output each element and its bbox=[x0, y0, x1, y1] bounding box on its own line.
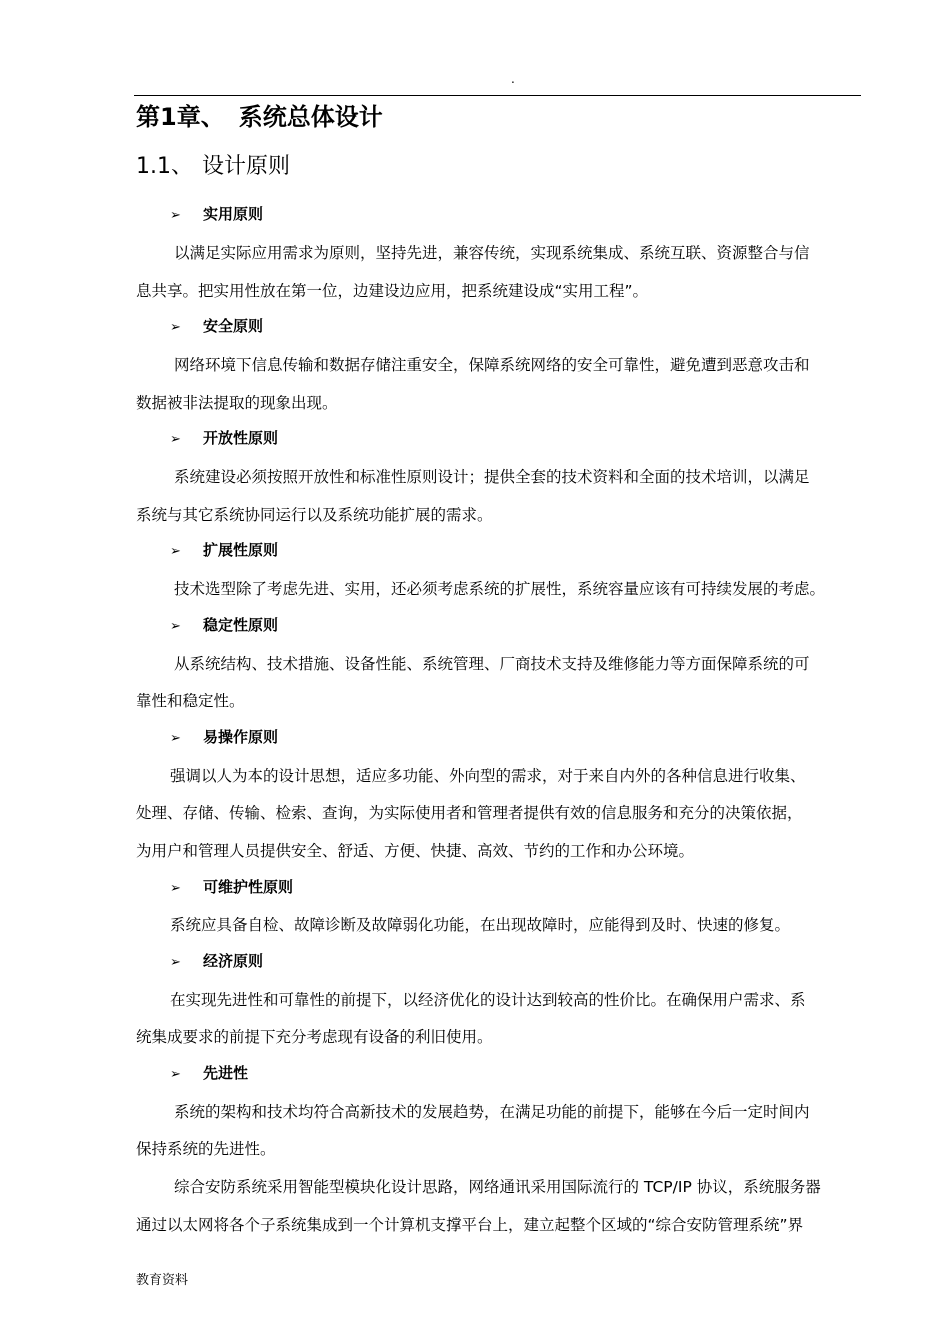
paragraph-line: 保持系统的先进性。 bbox=[136, 1140, 276, 1158]
arrow-bullet-icon: ➢ bbox=[170, 1067, 181, 1082]
arrow-bullet-icon: ➢ bbox=[170, 731, 181, 746]
paragraph-line: 系统与其它系统协同运行以及系统功能扩展的需求。 bbox=[136, 506, 493, 524]
principle-heading bbox=[170, 315, 263, 339]
arrow-bullet-icon: ➢ bbox=[170, 619, 181, 634]
principle-heading bbox=[170, 726, 278, 750]
principle-title: 可维护性原则 bbox=[203, 878, 294, 896]
paragraph-line: 处理、存储、传输、检索、查询，为实际使用者和管理者提供有效的信息服务和充分的决策依据， bbox=[136, 804, 803, 822]
principle-title: 稳定性原则 bbox=[203, 616, 279, 634]
paragraph-line: 通过以太网将各个子系统集成到一个计算机支撑平台上，建立起整个区域的“综合安防管理系统”界 bbox=[136, 1216, 804, 1234]
paragraph-line: 系统建设必须按照开放性和标准性原则设计；提供全套的技术资料和全面的技术培训，以满足 bbox=[174, 468, 810, 486]
paragraph-line: 以满足实际应用需求为原则，坚持先进，兼容传统，实现系统集成、系统互联、资源整合与信 bbox=[174, 244, 810, 262]
footer-text: 教育资料 bbox=[136, 1273, 189, 1288]
paragraph-line: 系统应具备自检、故障诊断及故障弱化功能，在出现故障时，应能得到及时、快速的修复。 bbox=[170, 916, 791, 934]
principle-heading bbox=[170, 539, 278, 563]
chapter-number: 第1章、 bbox=[136, 103, 225, 131]
paragraph-line: 数据被非法提取的现象出现。 bbox=[136, 394, 338, 412]
principle-title: 实用原则 bbox=[203, 205, 264, 223]
paragraph-line: 靠性和稳定性。 bbox=[136, 692, 245, 710]
arrow-bullet-icon: ➢ bbox=[170, 320, 181, 335]
paragraph-line: 统集成要求的前提下充分考虑现有设备的利旧使用。 bbox=[136, 1028, 493, 1046]
paragraph-line: 为用户和管理人员提供安全、舒适、方便、快捷、高效、节约的工作和办公环境。 bbox=[136, 842, 695, 860]
header-rule bbox=[134, 95, 861, 96]
arrow-bullet-icon: ➢ bbox=[170, 432, 181, 447]
header-mark: . bbox=[511, 72, 515, 86]
paragraph-line: 在实现先进性和可靠性的前提下，以经济优化的设计达到较高的性价比。在确保用户需求、系 bbox=[170, 991, 806, 1009]
principle-title: 扩展性原则 bbox=[203, 541, 279, 559]
paragraph-line: 综合安防系统采用智能型模块化设计思路，网络通讯采用国际流行的 TCP/IP 协议，系统服务器 bbox=[174, 1178, 821, 1196]
principle-heading bbox=[170, 950, 263, 974]
principle-title: 易操作原则 bbox=[203, 728, 279, 746]
paragraph-line: 网络环境下信息传输和数据存储注重安全，保障系统网络的安全可靠性，避免遭到恶意攻击和 bbox=[174, 356, 810, 374]
section-title bbox=[136, 150, 290, 184]
section-number: 1.1、 bbox=[136, 154, 193, 179]
principle-title: 安全原则 bbox=[203, 317, 264, 335]
principle-title: 开放性原则 bbox=[203, 429, 279, 447]
principle-title: 先进性 bbox=[203, 1064, 249, 1082]
paragraph-line: 息共享。把实用性放在第一位，边建设边应用，把系统建设成“实用工程”。 bbox=[136, 282, 649, 300]
principle-heading bbox=[170, 203, 263, 227]
paragraph-line: 强调以人为本的设计思想，适应多功能、外向型的需求，对于来自内外的各种信息进行收集、 bbox=[170, 767, 806, 785]
principle-heading bbox=[170, 1062, 248, 1086]
paragraph-line: 技术选型除了考虑先进、实用，还必须考虑系统的扩展性，系统容量应该有可持续发展的考虑。 bbox=[174, 580, 826, 598]
arrow-bullet-icon: ➢ bbox=[170, 544, 181, 559]
principle-heading bbox=[170, 427, 278, 451]
section-title-text: 设计原则 bbox=[202, 154, 291, 179]
arrow-bullet-icon: ➢ bbox=[170, 955, 181, 970]
chapter-title-text: 系统总体设计 bbox=[238, 103, 383, 131]
arrow-bullet-icon: ➢ bbox=[170, 208, 181, 223]
paragraph-line: 从系统结构、技术措施、设备性能、系统管理、厂商技术支持及维修能力等方面保障系统的可 bbox=[174, 655, 810, 673]
arrow-bullet-icon: ➢ bbox=[170, 881, 181, 896]
principle-title: 经济原则 bbox=[203, 952, 264, 970]
paragraph-line: 系统的架构和技术均符合高新技术的发展趋势，在满足功能的前提下，能够在今后一定时间内 bbox=[174, 1103, 810, 1121]
principle-heading bbox=[170, 876, 293, 900]
principle-heading bbox=[170, 614, 278, 638]
chapter-title bbox=[136, 100, 383, 134]
